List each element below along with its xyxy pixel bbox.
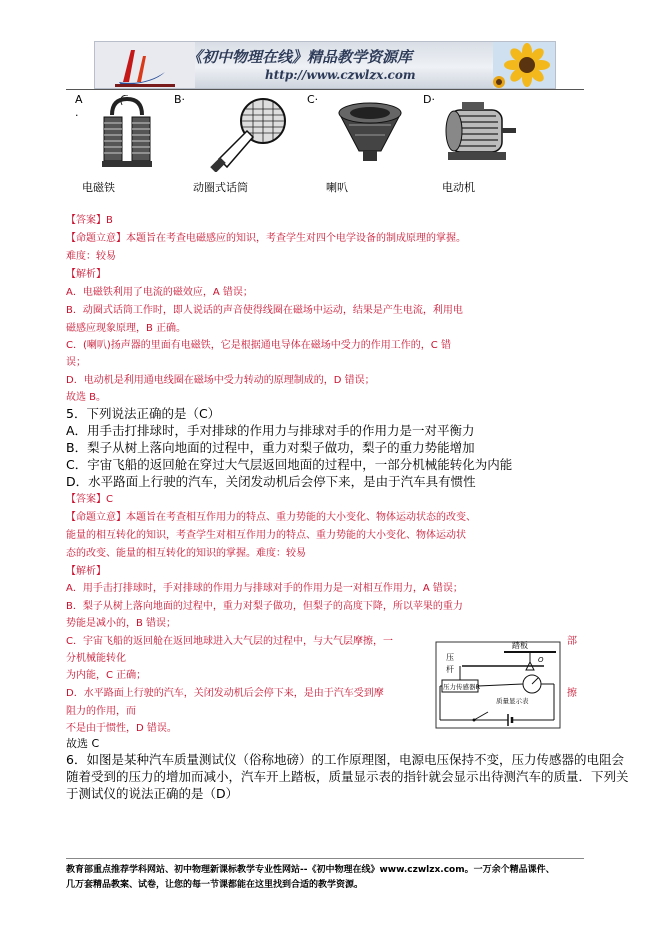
caption-motor: 电动机 (442, 181, 475, 194)
footer-line-2: 几万套精品教案、试卷，让您的每一节课都能在这里找到合适的教学资源。 (66, 880, 364, 890)
q5-analysis-c1: C．宇宙飞船的返回舱在返回地球进入大气层的过程中，与大气层摩擦，一 (66, 636, 393, 647)
speaker-icon (335, 95, 405, 175)
q6-stem-3: 于测试仪的说法正确的是（D） (66, 786, 239, 801)
q6-stem-2: 随着受到的压力的增加而减小，汽车开上踏板，质量显示表的指针就会显示出待测汽车的质量．下列关 (66, 769, 629, 784)
label-rod: 杆 (446, 665, 454, 674)
motor-icon (440, 100, 520, 172)
q5-analysis-d3: 不是由于惯性，D 错误。 (66, 723, 177, 734)
q5-analysis-d2: 阻力的作用，而 (66, 706, 136, 717)
q5-analysis-a: A．用手击打排球时，手对排球的作用力与排球对手的作用力是一对相互作用力，A 错误； (66, 583, 463, 594)
q4-analysis-a: A．电磁铁利用了电流的磁效应，A 错误； (66, 287, 253, 298)
footer-line-1: 教育部重点推荐学科网站、初中物理新课标教学专业性网站--《初中物理在线》www.czwlzx.com。一万余个精品课件、 (66, 865, 555, 875)
label-sensor: 压力传感器R (443, 683, 481, 691)
banner-url: http://www.czwlzx.com (265, 68, 416, 82)
sunflower-icon (493, 42, 555, 88)
option-d-label: D· (423, 93, 435, 106)
option-c-label: C· (307, 93, 319, 106)
q5-analysis-c1-tail: 部 (567, 636, 577, 647)
caption-microphone: 动圈式话筒 (193, 181, 248, 194)
q4-analysis-b1: B．动圈式话筒工作时，即人说话的声音使得线圈在磁场中运动，结果是产生电流，利用电 (66, 305, 463, 316)
q4-analysis-c1: C．(喇叭)扬声器的里面有电磁铁，它是根据通电导体在磁场中受力的作用工作的，C 错 (66, 340, 451, 351)
q4-analysis-d: D．电动机是利用通电线圈在磁场中受力转动的原理制成的，D 错误； (66, 375, 375, 386)
q5-analysis-c3: 为内能，C 正确； (66, 670, 147, 681)
q5-intent-2: 能量的相互转化的知识，考查学生对相互作用力的特点、重力势能的大小变化、物体运动状 (66, 530, 466, 541)
q5-option-d: D．水平路面上行驶的汽车，关闭发动机后会停下来，是由于汽车具有惯性 (66, 474, 476, 489)
header-rule (66, 89, 584, 90)
label-press: 压 (446, 653, 454, 662)
electromagnet-icon (92, 95, 162, 175)
q5-analysis-heading: 【解析】 (66, 566, 106, 577)
caption-electromagnet: 电磁铁 (82, 181, 115, 194)
q4-analysis-c2: 误； (66, 357, 86, 368)
q5-conclusion: 故选 C (66, 737, 100, 750)
banner-title: 《初中物理在线》精品教学资源库 (187, 48, 413, 66)
q5-intent-1: 【命题立意】本题旨在考查相互作用力的特点、重力势能的大小变化、物体运动状态的改变、 (66, 512, 476, 523)
footer-rule (66, 858, 584, 859)
q4-conclusion: 故选 B。 (66, 392, 107, 403)
scale-circuit-diagram (434, 640, 562, 730)
q4-intent: 【命题立意】本题旨在考查电磁感应的知识，考查学生对四个电学设备的制成原理的掌握。 (66, 233, 466, 244)
option-b-label: B· (174, 93, 186, 106)
q4-answer: 【答案】B (66, 215, 113, 226)
q4-analysis-b2: 磁感应现象原理，B 正确。 (66, 323, 187, 334)
q4-analysis-heading: 【解析】 (66, 269, 106, 280)
q4-difficulty: 难度：较易 (66, 251, 116, 262)
header-banner (94, 41, 556, 89)
microphone-icon (205, 97, 295, 172)
q5-option-c: C．宇宙飞船的返回舱在穿过大气层返回地面的过程中，一部分机械能转化为内能 (66, 457, 513, 472)
q6-stem-1: 6．如图是某种汽车质量测试仪（俗称地磅）的工作原理图，电源电压保持不变，压力传感器的电阻会 (66, 752, 624, 767)
logo-icon (95, 42, 195, 88)
caption-speaker: 喇叭 (326, 181, 348, 194)
q5-analysis-d1-tail: 擦 (567, 688, 577, 699)
q5-option-b: B．梨子从树上落向地面的过程中，重力对梨子做功，梨子的重力势能增加 (66, 440, 475, 455)
q5-analysis-b2: 势能是减小的，B 错误； (66, 618, 177, 629)
q5-analysis-c2: 分机械能转化 (66, 653, 126, 664)
label-pedal: 踏板 (512, 641, 528, 650)
q5-intent-3: 态的改变、能量的相互转化的知识的掌握。难度：较易 (66, 548, 306, 559)
q5-answer: 【答案】C (66, 494, 113, 505)
q5-option-a: A．用手击打排球时，手对排球的作用力与排球对手的作用力是一对平衡力 (66, 423, 475, 438)
label-meter: 质量显示表 (496, 697, 529, 705)
q5-analysis-b1: B．梨子从树上落向地面的过程中，重力对梨子做功，但梨子的高度下降，所以苹果的重力 (66, 601, 463, 612)
label-pivot-o: O (538, 656, 544, 664)
q5-analysis-d1: D．水平路面上行驶的汽车，关闭发动机后会停下来，是由于汽车受到摩 (66, 688, 384, 699)
option-a-dot: . (75, 106, 79, 119)
option-a-label: A (75, 93, 83, 106)
q5-stem: 5．下列说法正确的是（C） (66, 406, 221, 421)
